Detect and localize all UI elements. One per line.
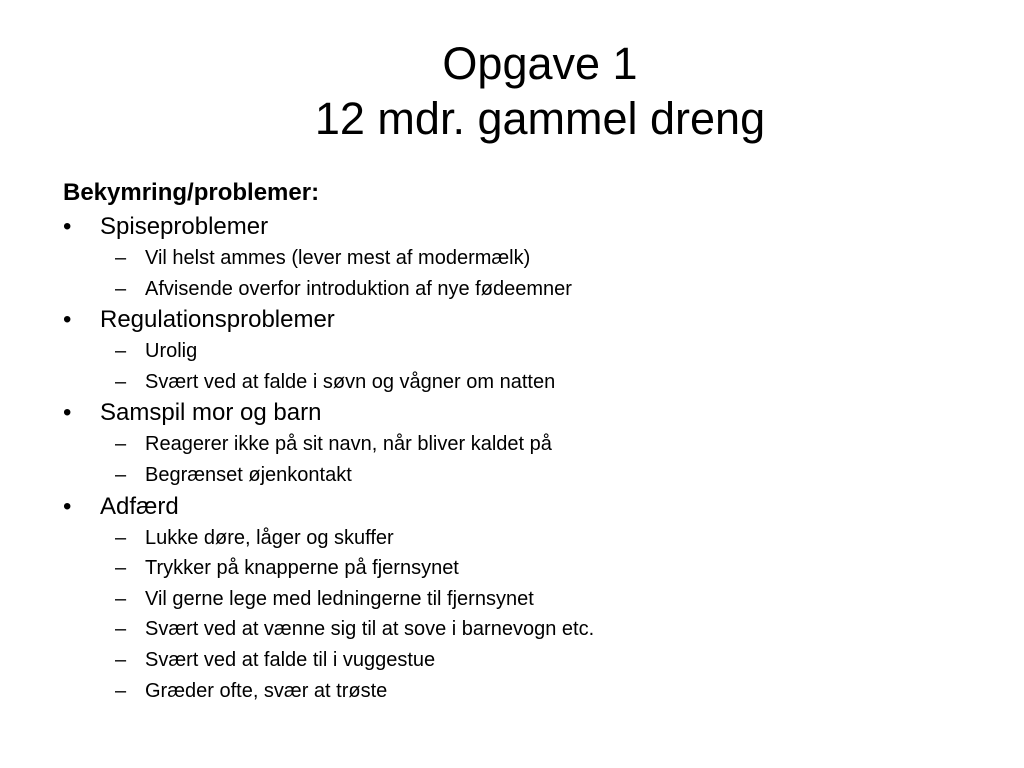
- dash-icon: –: [115, 557, 127, 580]
- sub-item: [63, 274, 963, 305]
- bullet-icon: •: [63, 213, 72, 240]
- section-samspil: [63, 397, 963, 490]
- bullet-label: Regulationsproblemer: [100, 306, 335, 334]
- sub-item-text: Græder ofte, svær at trøste: [145, 679, 388, 702]
- section-adfaerd: [63, 491, 963, 707]
- dash-icon: –: [115, 648, 127, 671]
- dash-icon: –: [115, 463, 127, 486]
- slide-content: [63, 177, 963, 706]
- dash-icon: –: [115, 526, 127, 549]
- dash-icon: –: [115, 587, 127, 610]
- bullet-item: [63, 211, 963, 243]
- dash-icon: –: [115, 277, 127, 300]
- dash-icon: –: [115, 370, 127, 393]
- dash-icon: –: [115, 340, 127, 363]
- bullet-icon: •: [63, 492, 72, 520]
- slide-title: [0, 36, 1024, 146]
- sub-item: [63, 645, 963, 676]
- bullet-label: Samspil mor og barn: [100, 399, 322, 427]
- bullet-label: Spiseproblemer: [100, 213, 269, 240]
- section-heading: Bekymring/problemer:: [63, 179, 320, 206]
- sub-item-text: Lukke døre, låger og skuffer: [145, 526, 394, 549]
- bullet-item: [63, 304, 963, 336]
- bullet-item: [63, 397, 963, 429]
- sub-item-text: Svært ved at falde til i vuggestue: [145, 648, 436, 671]
- sub-item: [63, 523, 963, 554]
- sub-item: [63, 429, 963, 460]
- sub-item-text: Reagerer ikke på sit navn, når bliver kaldet på: [145, 433, 552, 456]
- sub-item-text: Trykker på knapperne på fjernsynet: [145, 557, 459, 580]
- dash-icon: –: [115, 247, 127, 269]
- sub-item-text: Vil helst ammes (lever mest af modermælk): [145, 247, 531, 269]
- bullet-icon: •: [63, 399, 72, 427]
- sub-item-text: Svært ved at falde i søvn og vågner om natten: [145, 370, 556, 393]
- sub-item-text: Vil gerne lege med ledningerne til fjernsynet: [145, 587, 534, 610]
- sub-item: [63, 367, 963, 398]
- section-regulationsproblemer: [63, 304, 963, 397]
- sub-item-text: Afvisende overfor introduktion af nye fødeemner: [145, 277, 572, 300]
- sub-item: [63, 336, 963, 367]
- section-spiseproblemer: [63, 211, 963, 304]
- bullet-label: Adfærd: [100, 492, 179, 520]
- sub-item-text: Begrænset øjenkontakt: [145, 463, 352, 486]
- sub-item: [63, 584, 963, 615]
- sub-item: [63, 460, 963, 491]
- sub-item-text: Urolig: [145, 340, 198, 363]
- bullet-icon: •: [63, 306, 72, 334]
- sub-item-text: Svært ved at vænne sig til at sove i barnevogn etc.: [145, 618, 595, 641]
- bullet-item: [63, 491, 963, 523]
- dash-icon: –: [115, 433, 127, 456]
- sub-item: [63, 614, 963, 645]
- dash-icon: –: [115, 618, 127, 641]
- dash-icon: –: [115, 679, 127, 702]
- sub-item: [63, 676, 963, 707]
- title-line-1: Opgave 1: [442, 38, 638, 89]
- title-line-2: 12 mdr. gammel dreng: [314, 93, 766, 144]
- sub-item: [63, 243, 963, 274]
- sub-item: [63, 553, 963, 584]
